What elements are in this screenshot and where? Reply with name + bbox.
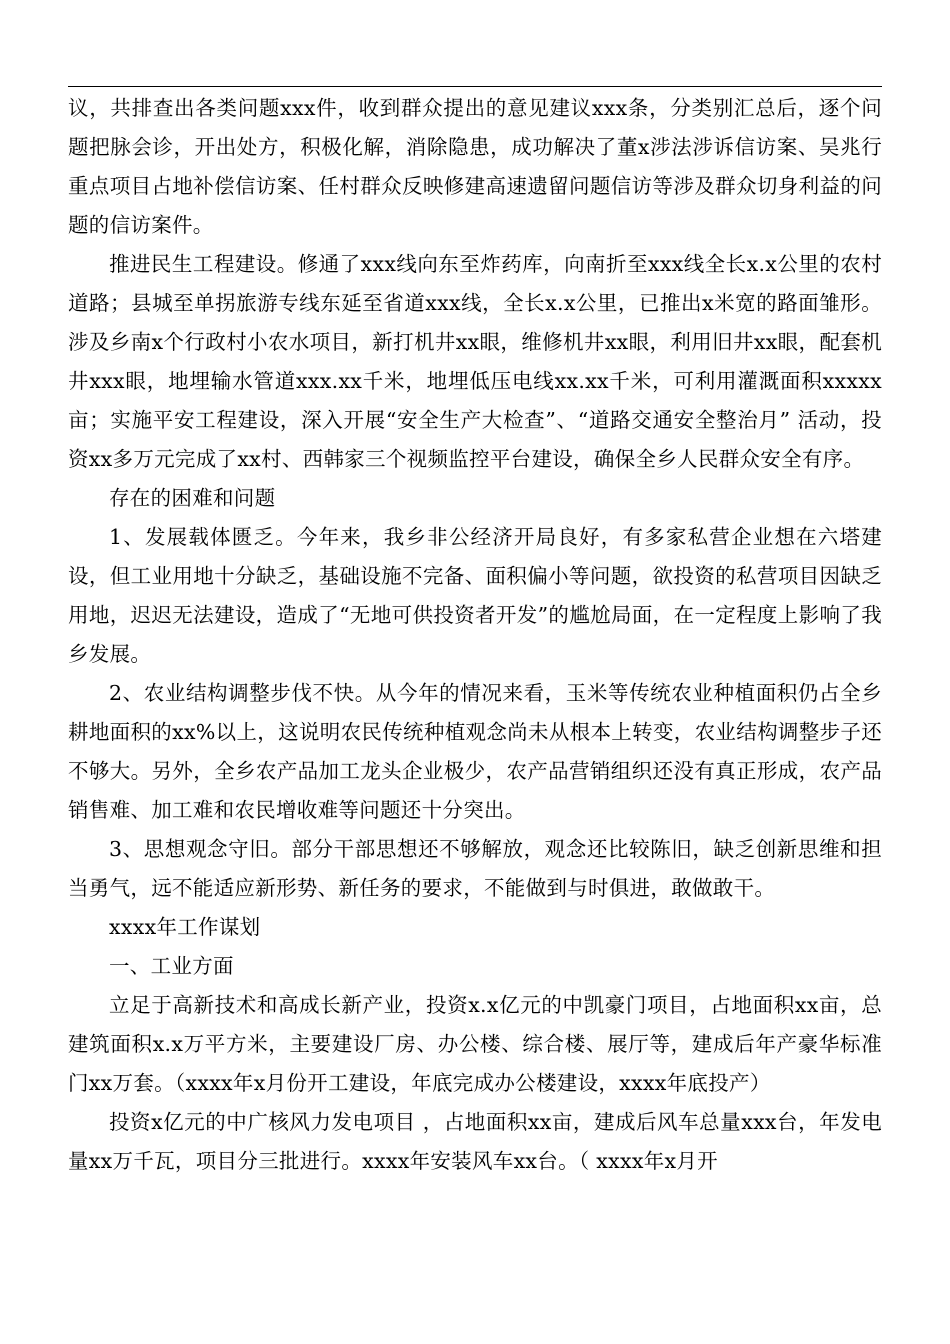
header-rule — [68, 86, 882, 87]
heading-industry: 一、工业方面 — [109, 954, 234, 978]
paragraph-industry-project-1: 立足于高新技术和高成长新产业，投资x.x亿元的中凯豪门项目，占地面积xx亩，总建筑面积x.x万平方米，主要建设厂房、办公楼、综合楼、展厅等，建成后年产豪华标准门xx万套。（xxxx年x月份开工建设，年底完成办公楼建设，xxxx年底投产） — [68, 993, 882, 1095]
paragraph-industry-project-2: 投资x亿元的中广核风力发电项目 ，占地面积xx亩，建成后风车总量xxx台，年发电量xx万千瓦，项目分三批进行。xxxx年安装风车xx台。（ xxxx年x月开 — [68, 1110, 882, 1173]
paragraph-livelihood-projects: 推进民生工程建设。修通了xxx线向东至炸药库，向南折至xxx线全长x.x公里的农村道路；县城至单拐旅游专线东延至省道xxx线，全长x.x公里，已推出x米宽的路面雏形。涉及乡南x个行政村小农水项目，新打机井xx眼，维修机井xx眼，利用旧井xx眼，配套机井xxx眼，地埋输水管道xxx.xx千米，地埋低压电线xx.xx千米，可利用灌溉面积xxxxx亩；实施平安工程建设，深入开展“安全生产大检查”、“道路交通安全整治月” 活动，投资xx多万元完成了xx村、西韩家三个视频监控平台建设，确保全乡人民群众安全有序。 — [68, 252, 882, 471]
heading-work-plan: xxxx年工作谋划 — [109, 915, 261, 939]
document-body — [68, 89, 882, 1181]
heading-difficulties: 存在的困难和问题 — [109, 486, 276, 510]
paragraph-continued: 议，共排查出各类问题xxx件，收到群众提出的意见建议xxx条，分类别汇总后，逐个问题把脉会诊，开出处方，积极化解，消除隐患，成功解决了董x涉法涉诉信访案、吴兆行重点项目占地补偿信访案、任村群众反映修建高速遗留问题信访等涉及群众切身利益的问题的信访案件。 — [68, 96, 882, 237]
paragraph-problem-1: 1、发展载体匮乏。今年来，我乡非公经济开局良好，有多家私营企业想在六塔建设，但工业用地十分缺乏，基础设施不完备、面积偏小等问题，欲投资的私营项目因缺乏用地，迟迟无法建设，造成了“无地可供投资者开发”的尴尬局面，在一定程度上影响了我乡发展。 — [68, 525, 882, 666]
paragraph-problem-3: 3、思想观念守旧。部分干部思想还不够解放，观念还比较陈旧，缺乏创新思维和担当勇气，远不能适应新形势、新任务的要求，不能做到与时俱进，敢做敢干。 — [68, 837, 882, 900]
paragraph-problem-2: 2、农业结构调整步伐不快。从今年的情况来看，玉米等传统农业种植面积仍占全乡耕地面积的xx%以上，这说明农民传统种植观念尚未从根本上转变，农业结构调整步子还不够大。另外，全乡农产品加工龙头企业极少，农产品营销组织还没有真正形成，农产品销售难、加工难和农民增收难等问题还十分突出。 — [68, 681, 882, 822]
